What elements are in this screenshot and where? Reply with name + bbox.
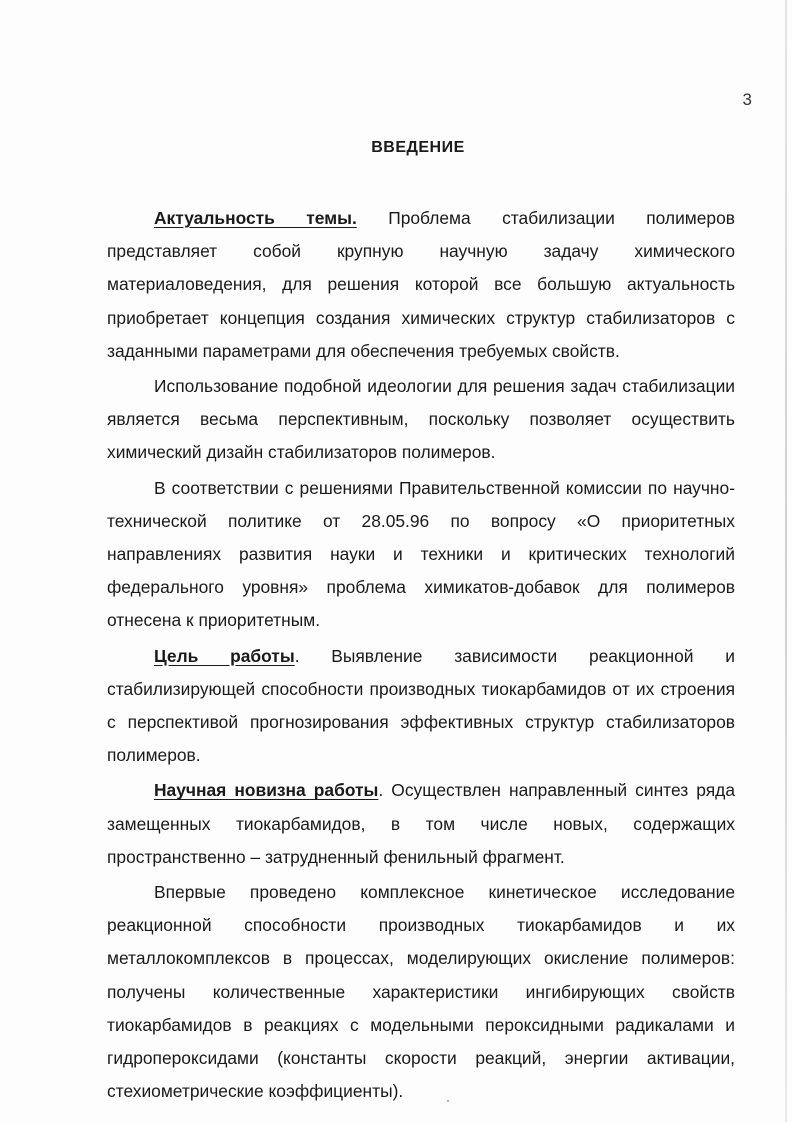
paragraph-lead: Научная новизна работы: [154, 780, 379, 801]
paragraph-lead: Актуальность темы.: [154, 208, 357, 228]
paragraph-text: Проблема стабилизации полимеров представляет собой крупную научную задачу химического материаловедения, для решения которой все большую актуальность приобретает концепция создания химических структур стабилизаторов с заданными параметрами для обеспечения требуемых свойств.: [107, 208, 736, 361]
paragraph-goal: [107, 640, 735, 773]
section-heading: ВВЕДЕНИЕ: [371, 139, 465, 156]
paragraph-lead: Цель работы: [154, 645, 295, 666]
paragraph-ideology: [107, 370, 735, 470]
paragraph-relevance: [107, 202, 735, 368]
scan-edge-line: [785, 0, 787, 1122]
paragraph-novelty: [107, 774, 735, 874]
paragraph-commission: [107, 472, 735, 638]
paragraph-text: Использование подобной идеологии для решения задач стабилизации является весьма перспективным, поскольку позволяет осуществить химический дизайн стабилизаторов полимеров.: [107, 376, 735, 463]
paragraph-text: Впервые проведено комплексное кинетическое исследование реакционной способности производных тиокарбамидов и их металлокомплексов в процессах, моделирующих окисление полимеров: получены количественные характеристики ингибирующих свойств тиокарбамидов в реакциях с модельными пероксидными радикалами и гидропероксидами (константы скорости реакций, энергии активации, стехиометрические коэффициенты).: [107, 882, 735, 1102]
paragraph-text: . Выявление зависимости реакционной и стабилизирующей способности производных тиокарбамидов от их строения с перспективой прогнозирования эффективных структур стабилизаторов полимеров.: [107, 645, 735, 766]
paragraph-text: . Осуществлен направленный синтез ряда замещенных тиокарбамидов, в том числе новых, содержащих пространственно – затрудненный фенильный фрагмент.: [107, 780, 735, 867]
body-text: [107, 202, 735, 1108]
scan-speck: [447, 1100, 449, 1102]
paragraph-kinetics: [107, 876, 735, 1108]
page-number: 3: [742, 90, 752, 109]
paragraph-text: В соответствии с решениями Правительственной комиссии по научно-технической политике от 28.05.96 по вопросу «О приоритетных направлениях развития науки и техники и критических технологий федерального уровня» проблема химикатов-добавок для полимеров отнесена к приоритетным.: [107, 477, 735, 631]
